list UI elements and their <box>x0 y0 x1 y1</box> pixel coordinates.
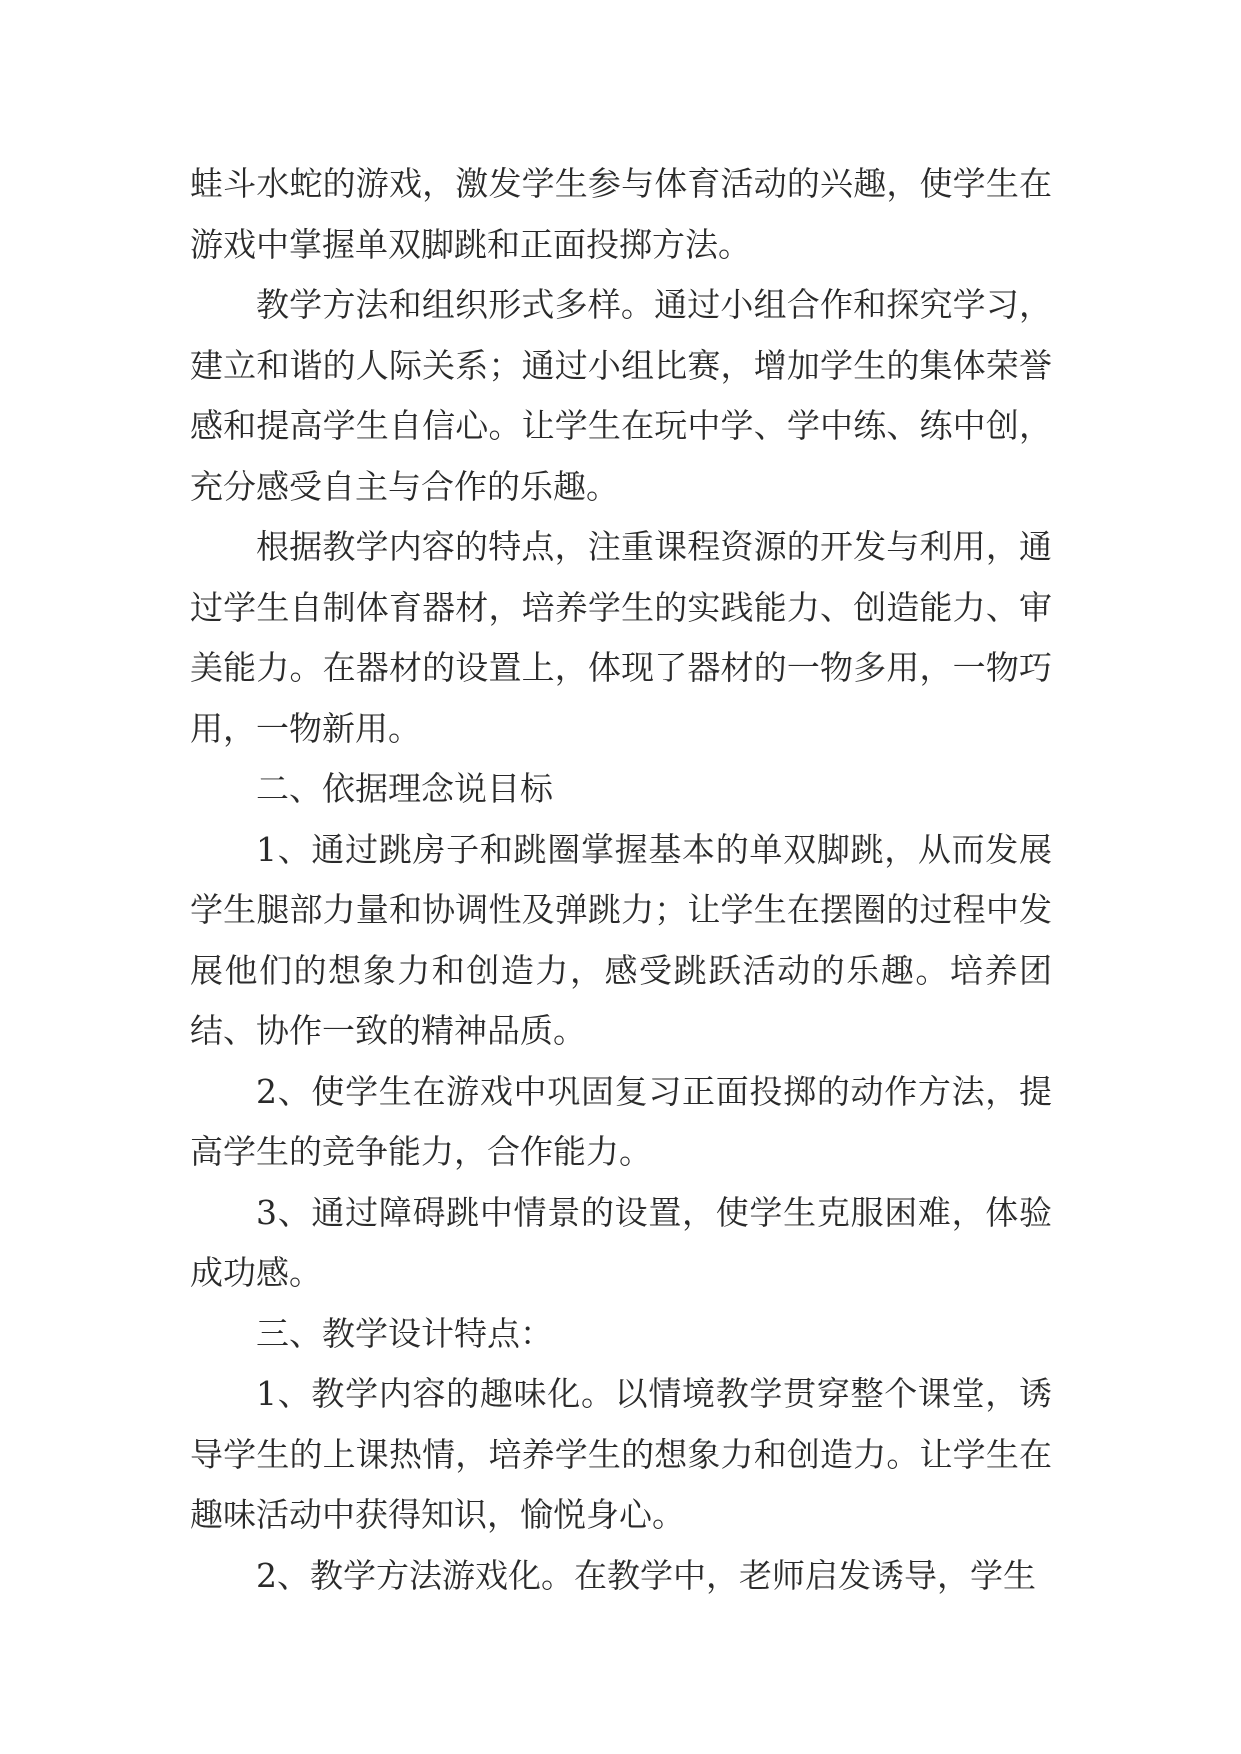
list-item: 3、通过障碍跳中情景的设置，使学生克服困难，体验成功感。 <box>190 1192 1052 1292</box>
list-item: 2、使学生在游戏中巩固复习正面投掷的动作方法，提高学生的竞争能力，合作能力。 <box>190 1071 1052 1171</box>
paragraph: 教学方法和组织形式多样。通过小组合作和探究学习，建立和谐的人际关系；通过小组比赛，增加学生的集体荣誉感和提高学生自信心。让学生在玩中学、学中练、练中创，充分感受自主与合作的乐趣。 <box>190 285 1052 506</box>
list-item: 1、教学内容的趣味化。以情境教学贯穿整个课堂，诱导学生的上课热情，培养学生的想象力和创造力。让学生在趣味活动中获得知识，愉悦身心。 <box>190 1374 1052 1534</box>
section-heading: 三、教学设计特点： <box>256 1313 553 1353</box>
list-item: 2、教学方法游戏化。在教学中，老师启发诱导，学生 <box>256 1555 1036 1595</box>
section-heading: 二、依据理念说目标 <box>256 769 553 808</box>
body-text <box>190 154 1052 1606</box>
paragraph: 根据教学内容的特点，注重课程资源的开发与利用，通过学生自制体育器材，培养学生的实践能力、创造能力、审美能力。在器材的设置上，体现了器材的一物多用，一物巧用，一物新用。 <box>190 527 1052 748</box>
paragraph: 蛙斗水蛇的游戏，激发学生参与体育活动的兴趣，使学生在游戏中掌握单双脚跳和正面投掷方法。 <box>190 164 1052 264</box>
list-item: 1、通过跳房子和跳圈掌握基本的单双脚跳，从而发展学生腿部力量和协调性及弹跳力；让学生在摆圈的过程中发展他们的想象力和创造力，感受跳跃活动的乐趣。培养团结、协作一致的精神品质。 <box>190 829 1052 1050</box>
